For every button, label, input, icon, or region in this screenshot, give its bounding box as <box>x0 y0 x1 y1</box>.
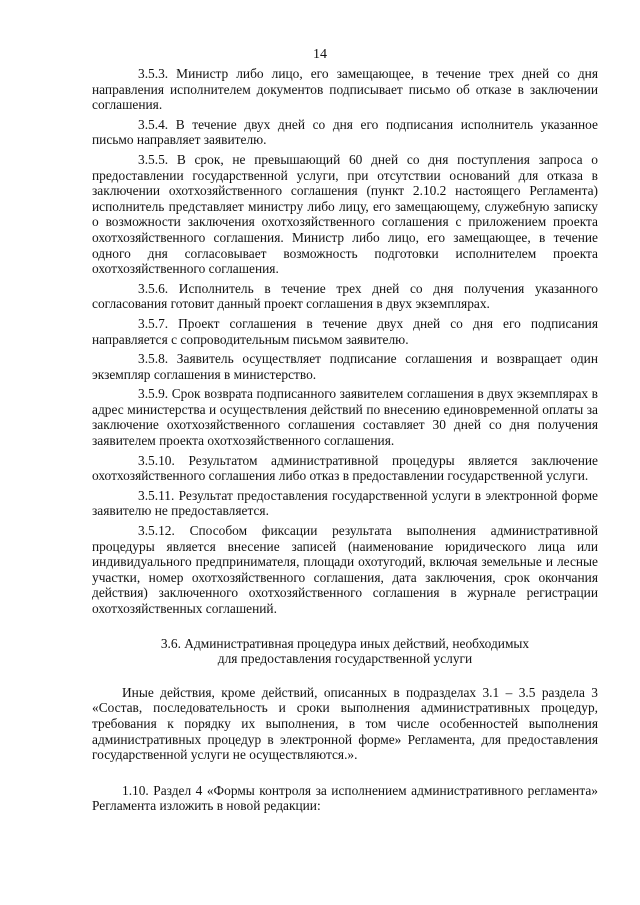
paragraph-3-5-4: 3.5.4. В течение двух дней со дня его подписания исполнитель указанное письмо направляет заявителю. <box>92 116 598 148</box>
paragraph-3-5-11: 3.5.11. Результат предоставления государственной услуги в электронной форме заявителю не предоставляется. <box>92 487 598 519</box>
paragraph-3-5-8: 3.5.8. Заявитель осуществляет подписание соглашения и возвращает один экземпляр соглашения в министерство. <box>92 351 598 382</box>
section-heading-line-1: 3.6. Административная процедура иных действий, необходимых <box>160 635 530 651</box>
section-heading-3-6 <box>92 636 598 667</box>
paragraph-other-actions: Иные действия, кроме действий, описанных в подразделах 3.1 – 3.5 раздела 3 «Состав, последовательность и сроки выполнения административных процедур, требования к порядку их выполнения, в том числе особенностей выполнения административных процедур в электронной форме» Регламента, для предоставления государственной услуги не осуществляются.». <box>92 684 598 763</box>
section-heading-line-2: для предоставления государственной услуги <box>217 651 473 667</box>
page-number: 14 <box>313 47 327 62</box>
paragraph-3-5-7: 3.5.7. Проект соглашения в течение двух дней со дня его подписания направляется с сопроводительным письмом заявителю. <box>92 315 598 347</box>
paragraph-3-5-9: 3.5.9. Срок возврата подписанного заявителем соглашения в двух экземплярах в адрес министерства и осуществления действий по внесению единовременной оплаты за заключение охотхозяйственного соглашения составляет 30 дней со дня получения заявителем проекта охотхозяйственного соглашения. <box>92 386 598 449</box>
paragraph-3-5-12: 3.5.12. Способом фиксации результата выполнения административной процедуры является внесение записей (наименование юридического лица или индивидуального предпринимателя, площади охотугодий, включая земельные и лесные участки, номер охотхозяйственного соглашения, дата заключения, срок окончания действия) заключенного охотхозяйственного соглашения в журнале регистрации охотхозяйственных соглашений. <box>92 523 598 616</box>
paragraph-amendment-1-10: 1.10. Раздел 4 «Формы контроля за исполнением административного регламента» Регламента изложить в новой редакции: <box>92 782 598 814</box>
document-body <box>92 66 598 818</box>
paragraph-3-5-5: 3.5.5. В срок, не превышающий 60 дней со дня поступления запроса о предоставлении государственной услуги, при отсутствии оснований для отказа в заключении охотхозяйственного соглашения (пункт 2.10.2 настоящего Регламента) исполнитель представляет министру либо лицу, его замещающему, служебную записку о возможности заключения охотхозяйственного соглашения с приложением проекта охотхозяйственного соглашения. Министр либо лицо, его замещающее, в течение одного дня согласовывает возможность подготовки исполнителем проекта охотхозяйственного соглашения. <box>92 151 598 277</box>
paragraph-3-5-6: 3.5.6. Исполнитель в течение трех дней со дня получения указанного согласования готовит данный проект соглашения в двух экземплярах. <box>92 280 598 312</box>
paragraph-3-5-10: 3.5.10. Результатом административной процедуры является заключение охотхозяйственного соглашения либо отказ в предоставлении государственной услуги. <box>92 452 598 484</box>
paragraph-3-5-3: 3.5.3. Министр либо лицо, его замещающее, в течение трех дней со дня направления исполнителем документов подписывает письмо об отказе в заключении соглашения. <box>92 66 598 113</box>
